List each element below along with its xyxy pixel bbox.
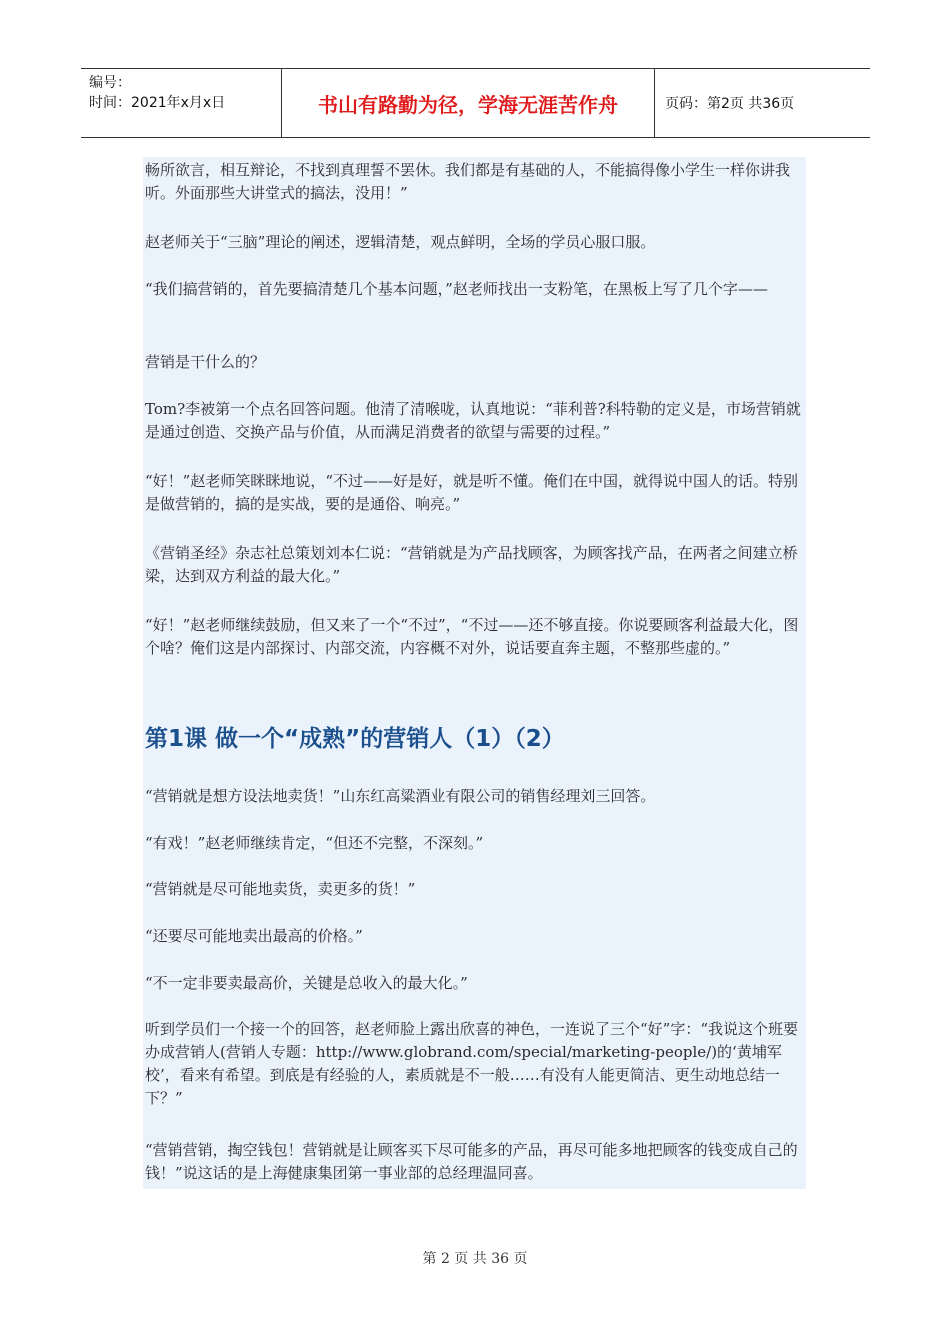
- paragraph: “我们搞营销的，首先要搞清楚几个基本问题，”赵老师找出一支粉笔，在黑板上写了几个字——: [145, 280, 768, 298]
- paragraph: 营销是干什么的？: [145, 353, 266, 371]
- paragraph: “有戏！”赵老师继续肯定，“但还不完整，不深刻。”: [145, 834, 484, 852]
- number-label: 编号：: [89, 75, 131, 91]
- paragraph: Tom?李被第一个点名回答问题。他清了清喉咙，认真地说：“菲利普?科特勒的定义是，市场营销就是通过创造、交换产品与价值，从而满足消费者的欲望与需要的过程。”: [145, 400, 801, 441]
- paragraph: “好！”赵老师笑眯眯地说，“不过——好是好，就是听不懂。俺们在中国，就得说中国人的话。特别是做营销的，搞的是实战，要的是通俗、响亮。”: [145, 472, 799, 513]
- paragraph: 听到学员们一个接一个的回答，赵老师脸上露出欣喜的神色，一连说了三个“好”字：“我说这个班要办成营销人(营销人专题：http://www.globrand.com/special/marketing-people/)的‘黄埔军校’，看来有希望。到底是有经验的人，素质就是不一般……有没有人能更简洁、更生动地总结一下？”: [145, 1020, 799, 1107]
- header-page-info: 页码：第2页 共36页: [665, 96, 795, 112]
- header-info-cell: [81, 69, 282, 137]
- paragraph: “营销就是尽可能地卖货，卖更多的货！”: [145, 880, 416, 898]
- page-header: [81, 68, 870, 138]
- paragraph: “营销就是想方设法地卖货！”山东红高粱酒业有限公司的销售经理刘三回答。: [145, 787, 656, 805]
- date-label: 时间：2021年x月x日: [89, 95, 226, 111]
- paragraph: “不一定非要卖最高价，关键是总收入的最大化。”: [145, 974, 468, 992]
- paragraph: “营销营销，掏空钱包！营销就是让顾客买下尽可能多的产品，再尽可能多地把顾客的钱变成自己的钱！”说这话的是上海健康集团第一事业部的总经理温同喜。: [145, 1141, 798, 1182]
- paragraph: 赵老师关于“三脑”理论的阐述，逻辑清楚，观点鲜明，全场的学员心服口服。: [145, 233, 656, 251]
- paragraph: 《营销圣经》杂志社总策划刘本仁说：“营销就是为产品找顾客，为顾客找产品，在两者之间建立桥梁，达到双方利益的最大化。”: [145, 544, 798, 585]
- paragraph: 畅所欲言，相互辩论，不找到真理誓不罢休。我们都是有基础的人，不能搞得像小学生一样你讲我听。外面那些大讲堂式的搞法，没用！”: [145, 161, 791, 202]
- main-content: [143, 157, 806, 1189]
- header-motto: 书山有路勤为径，学海无涯苦作舟: [282, 69, 655, 137]
- paragraph: “好！”赵老师继续鼓励，但又来了一个“不过”，“不过——还不够直接。你说要顾客利益最大化，图个啥？俺们这是内部探讨、内部交流，内容概不对外，说话要直奔主题，不整那些虚的。”: [145, 616, 799, 657]
- section-heading: 第1课 做一个“成熟”的营销人（1）（2）: [145, 726, 565, 752]
- page-footer: 第 2 页 共 36 页: [422, 1251, 528, 1267]
- paragraph: “还要尽可能地卖出最高的价格。”: [145, 927, 363, 945]
